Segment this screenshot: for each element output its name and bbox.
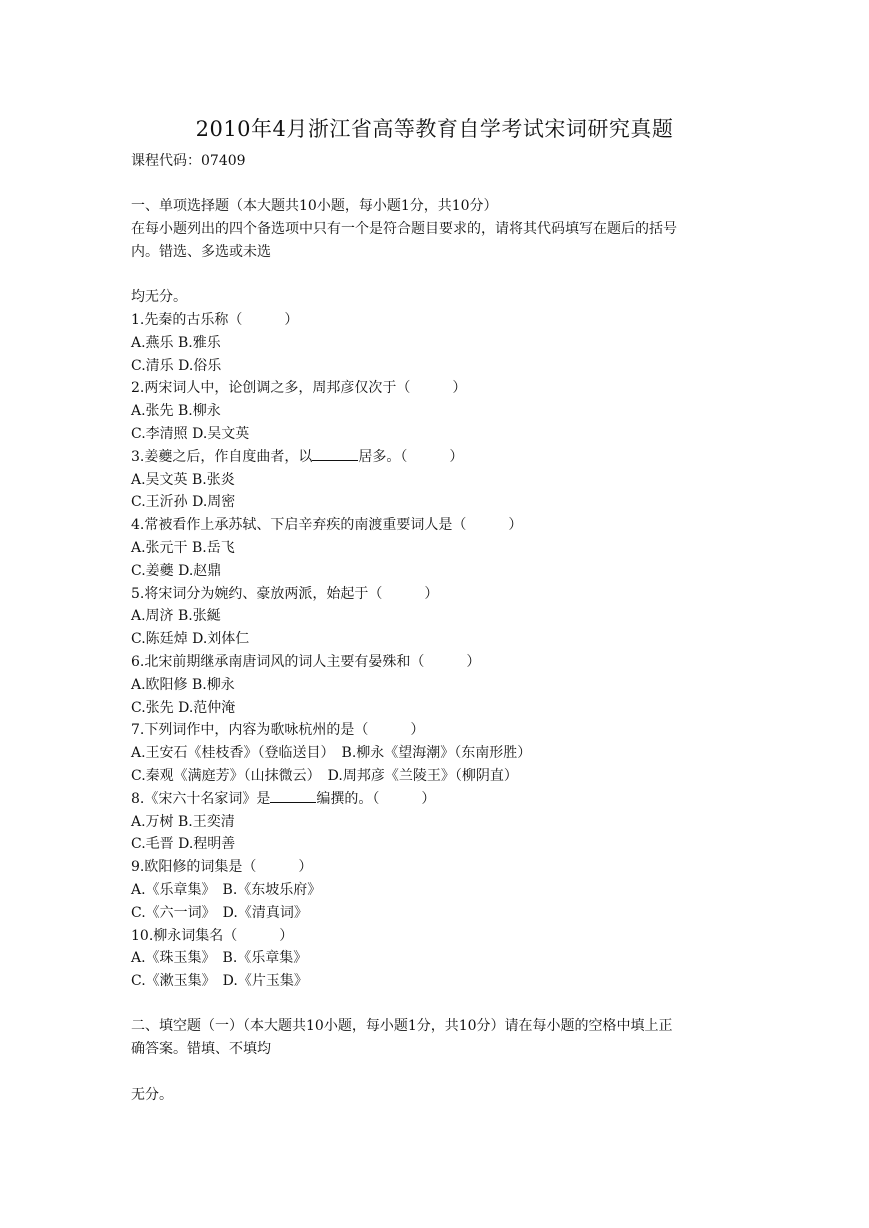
question-9-options-ab: A.《乐章集》 B.《东坡乐府》 <box>131 882 322 898</box>
question-2-options-ab: A.张先 B.柳永 <box>131 403 221 419</box>
question-7: 7.下列词作中，内容为歌咏杭州的是（ ） <box>131 722 425 738</box>
question-3-text-start: 3.姜夔之后，作自度曲者，以 <box>131 449 313 465</box>
course-code: 课程代码：07409 <box>131 153 246 169</box>
question-7-options-cd: C.秦观《满庭芳》（山抹微云） D.周邦彦《兰陵王》（柳阴直） <box>131 768 518 784</box>
question-3 <box>131 447 463 467</box>
question-10-options-cd: C.《漱玉集》 D.《片玉集》 <box>131 973 308 989</box>
question-8-text-end: 编撰的。（ ） <box>316 791 436 807</box>
question-3-options-ab: A.吴文英 B.张炎 <box>131 472 235 488</box>
question-3-options-cd: C.王沂孙 D.周密 <box>131 494 236 510</box>
question-1: 1.先秦的古乐称（ ） <box>131 312 299 328</box>
question-1-options-ab: A.燕乐 B.雅乐 <box>131 335 221 351</box>
question-2: 2.两宋词人中，论创调之多，周邦彦仅次于（ ） <box>131 380 467 396</box>
question-10-options-ab: A.《珠玉集》 B.《乐章集》 <box>131 950 308 966</box>
question-5-options-ab: A.周济 B.张綖 <box>131 608 221 624</box>
question-8-options-cd: C.毛晋 D.程明善 <box>131 836 236 852</box>
page-title: 2010年4月浙江省高等教育自学考试宋词研究真题 <box>195 117 674 141</box>
section1-instruction-line1: 在每小题列出的四个备选项中只有一个是符合题目要求的，请将其代码填写在题后的括号 <box>131 221 677 237</box>
section1-instruction-line3: 均无分。 <box>131 289 187 305</box>
question-8-text-start: 8.《宋六十名家词》是 <box>131 791 271 807</box>
question-9-options-cd: C.《六一词》 D.《清真词》 <box>131 905 308 921</box>
question-4-options-cd: C.姜夔 D.赵鼎 <box>131 563 222 579</box>
question-6-options-cd: C.张先 D.范仲淹 <box>131 700 236 716</box>
question-10: 10.柳永词集名（ ） <box>131 928 294 944</box>
question-2-options-cd: C.李清照 D.吴文英 <box>131 426 250 442</box>
question-7-options-ab: A.王安石《桂枝香》（登临送目） B.柳永《望海潮》（东南形胜） <box>131 745 532 761</box>
question-9: 9.欧阳修的词集是（ ） <box>131 859 313 875</box>
section2-heading-line3: 无分。 <box>131 1087 173 1103</box>
section2-heading-line1: 二、填空题（一）（本大题共10小题，每小题1分，共10分）请在每小题的空格中填上正 <box>131 1018 673 1034</box>
question-3-text-end: 居多。（ ） <box>358 449 464 465</box>
question-8-options-ab: A.万树 B.王奕清 <box>131 814 235 830</box>
question-5-options-cd: C.陈廷焯 D.刘体仁 <box>131 631 250 647</box>
question-4: 4.常被看作上承苏轼、下启辛弃疾的南渡重要词人是（ ） <box>131 517 523 533</box>
answer-blank <box>270 790 316 803</box>
question-6-options-ab: A.欧阳修 B.柳永 <box>131 677 235 693</box>
question-8 <box>131 789 435 809</box>
question-4-options-ab: A.张元干 B.岳飞 <box>131 540 235 556</box>
question-1-options-cd: C.清乐 D.俗乐 <box>131 358 222 374</box>
answer-blank <box>312 448 358 461</box>
question-5: 5.将宋词分为婉约、豪放两派，始起于（ ） <box>131 586 439 602</box>
section2-heading-line2: 确答案。错填、不填均 <box>131 1041 271 1057</box>
section1-heading: 一、单项选择题（本大题共10小题，每小题1分，共10分） <box>131 198 498 214</box>
question-6: 6.北宋前期继承南唐词风的词人主要有晏殊和（ ） <box>131 654 481 670</box>
section1-instruction-line2: 内。错选、多选或未选 <box>131 244 271 260</box>
